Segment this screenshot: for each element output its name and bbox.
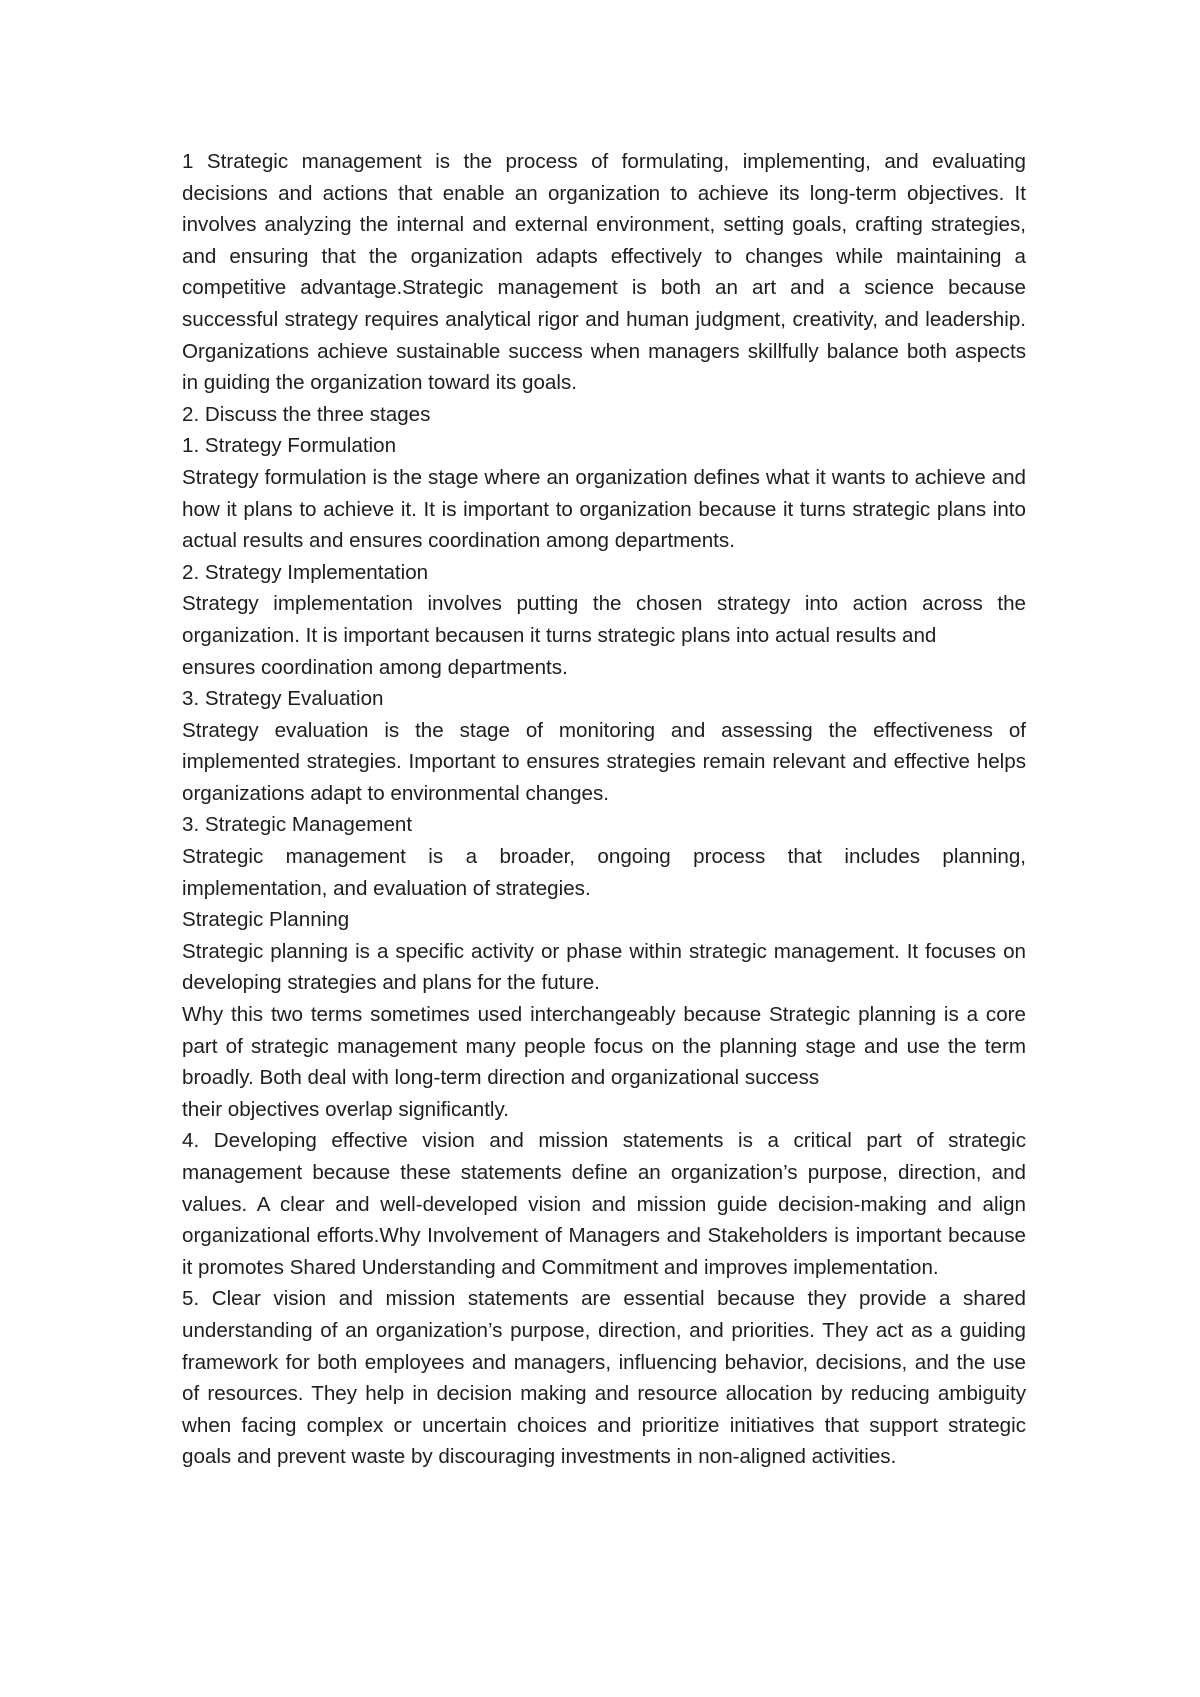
heading-strategy-formulation: 1. Strategy Formulation [182,434,397,458]
paragraph-interchangeable-terms: Why this two terms sometimes used interchangeably because Strategic planning is a core part of strategic management many people focus on the planning stage and use the term broadly. Both deal with long-term direction and organizational success [182,1003,1026,1090]
paragraph-interchangeable-terms-cont: their objectives overlap significantly. [182,1097,509,1121]
paragraph-strategic-management: Strategic management is a broader, ongoing process that includes planning, implementation, and evaluation of strategies. [182,845,1026,900]
document-body [182,146,1026,1473]
paragraph-strategic-planning: Strategic planning is a specific activity or phase within strategic management. It focuses on developing strategies and plans for the future. [182,939,1026,995]
paragraph-vision-mission-importance: 5. Clear vision and mission statements are essential because they provide a shared understanding of an organization’s purpose, direction, and priorities. They act as a guiding framework for both employees and managers, influencing behavior, decisions, and the use of resources. They help in decision making and resource allocation by reducing ambiguity when facing complex or uncertain choices and prioritize initiatives that support strategic goals and prevent waste by discouraging investments in non-aligned activities. [182,1287,1026,1469]
heading-strategy-evaluation: 3. Strategy Evaluation [182,687,384,711]
heading-three-stages: 2. Discuss the three stages [182,402,431,426]
heading-strategy-implementation: 2. Strategy Implementation [182,560,429,584]
heading-strategic-planning: Strategic Planning [182,908,350,932]
paragraph-strategy-evaluation: Strategy evaluation is the stage of monitoring and assessing the effectiveness of implemented strategies. Important to ensures strategies remain relevant and effective helps organizations adapt to environmental changes. [182,718,1026,805]
heading-strategic-management: 3. Strategic Management [182,813,413,837]
paragraph-strategy-implementation: Strategy implementation involves putting the chosen strategy into action across the organization. It is important becausen it turns strategic plans into actual results and [182,592,1026,647]
paragraph-vision-mission-development: 4. Developing effective vision and mission statements is a critical part of strategic management because these statements define an organization’s purpose, direction, and values. A clear and well-developed vision and mission guide decision-making and align organizational efforts.Why Involvement of Managers and Stakeholders is important because it promotes Shared Understanding and Commitment and improves implementation. [182,1129,1026,1279]
paragraph-strategy-formulation: Strategy formulation is the stage where an organization defines what it wants to achieve and how it plans to achieve it. It is important to organization because it turns strategic plans into actual results and ensures coordination among departments. [182,465,1026,553]
paragraph-strategy-implementation-cont: ensures coordination among departments. [182,655,568,679]
paragraph-strategic-management-definition: 1 Strategic management is the process of formulating, implementing, and evaluating decisions and actions that enable an organization to achieve its long-term objectives. It involves analyzing the internal and external environment, setting goals, crafting strategies, and ensuring that the organization adapts effectively to changes while maintaining a competitive advantage.Strategic management is both an art and a science because successful strategy requires analytical rigor and human judgment, creativity, and leadership. Organizations achieve sustainable success when managers skillfully balance both aspects in guiding the organization toward its goals. [182,150,1026,395]
